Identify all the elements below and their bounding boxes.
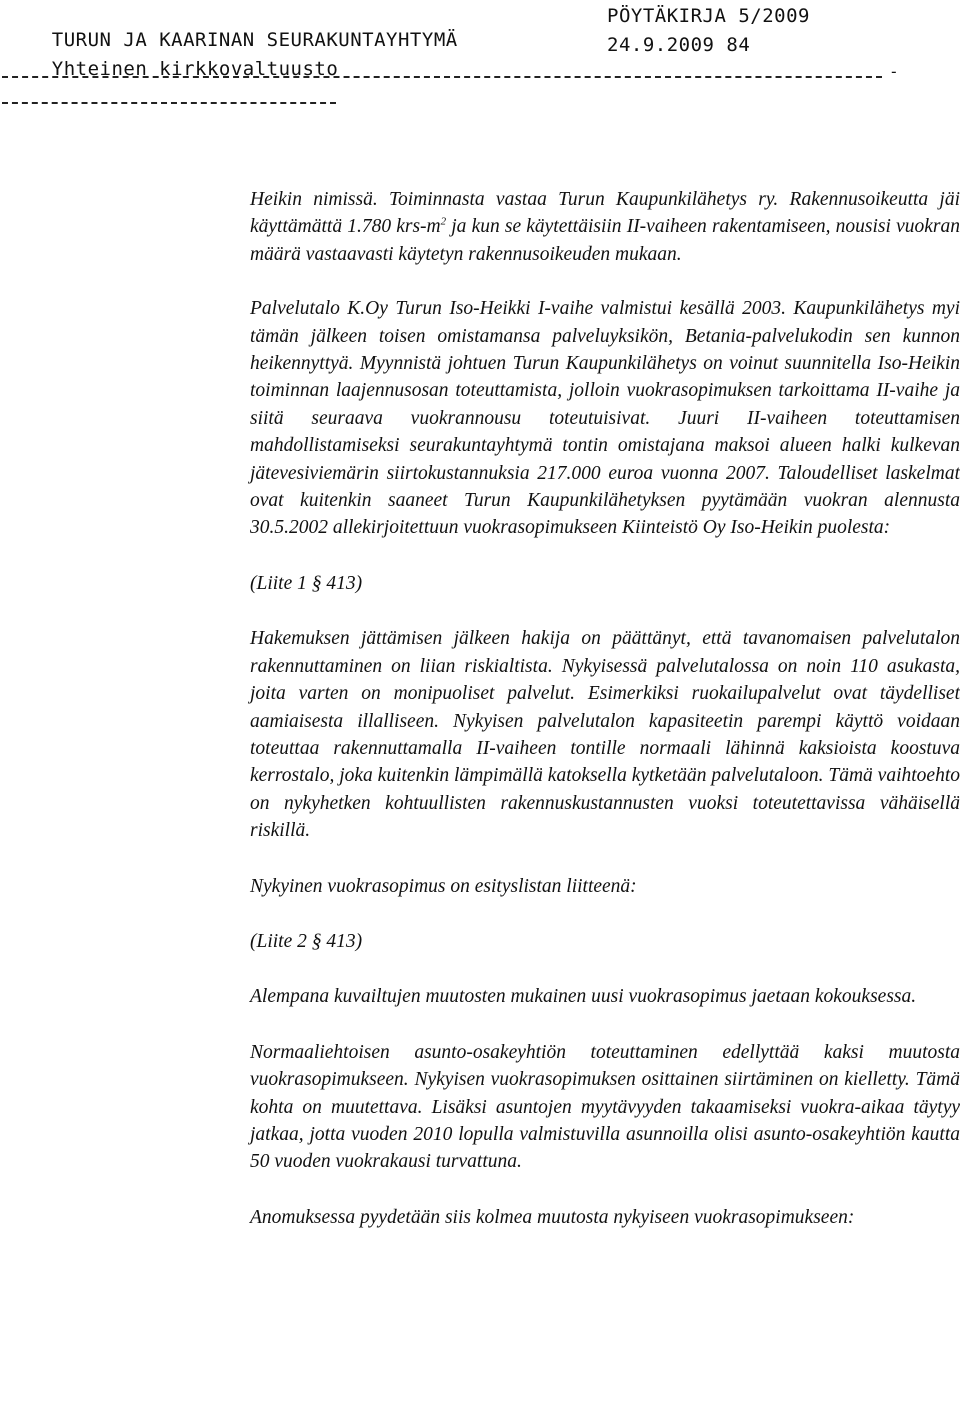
header-divider-continued <box>2 102 336 104</box>
paragraph-current-lease: Nykyinen vuokrasopimus on esityslistan liitteenä: <box>250 875 637 897</box>
paragraph-rental-background <box>250 186 960 268</box>
appendix-reference-1: (Liite 1 § 413) <box>250 572 363 594</box>
paragraph-request: Anomuksessa pyydetään siis kolmea muutosta nykyiseen vuokrasopimukseen: <box>250 1206 855 1228</box>
header-divider-end: - <box>889 62 899 81</box>
meeting-body: Yhteinen kirkkovaltuusto <box>51 58 339 80</box>
paragraph-decision: Hakemuksen jättämisen jälkeen hakija on päättänyt, että tavanomaisen palvelutalon rakennuttaminen on liian riskialtista. Nykyisessä palvelutalossa on noin 110 asukasta, joita varten on monipuoliset palvelut. Esimerkiksi ruokailupalvelut ovat täydelliset aamiaisesta illalliseen. Nykyisen palvelutalon kapasiteetin parempi käyttö voidaan toteuttaa rakennuttamalla II-vaiheen tontille normaali lähinnä kaksioista koostuva kerrostalo, joka kuitenkin lämpimällä katoksella kytketään palvelutaloon. Tämä vaihtoehto on nykyhetken kohtuullisten rakennuskustannusten vuoksi toteutettavissa vähäisellä riskillä. <box>250 628 960 842</box>
paragraph-new-lease: Alempana kuvailtujen muutosten mukainen uusi vuokrasopimus jaetaan kokouksessa. <box>250 986 917 1008</box>
superscript: 2 <box>440 215 447 228</box>
organization-name: TURUN JA KAARINAN SEURAKUNTAYHTYMÄ <box>51 29 458 51</box>
header-divider <box>2 76 882 78</box>
paragraph-text: ja kun se käytettäisiin II-vaiheen rakentamiseen, nousisi vuokran määrä vastaavasti käytetyn rakennusoikeuden mukaan. <box>250 216 960 265</box>
header-row-2 <box>4 33 904 105</box>
paragraph-text: Heikin nimissä. Toiminnasta vastaa Turun Kaupunkilähetys ry. Rakennusoikeutta jäi käyttämättä 1.780 krs-m <box>250 189 960 238</box>
paragraph-changes: Normaaliehtoisen asunto-osakeyhtiön toteuttaminen edellyttää kaksi muutosta vuokrasopimukseen. Nykyisen vuokrasopimuksen osittainen siirtäminen on kielletty. Tämä kohta on muutettava. Lisäksi asuntojen myytävyyden takaamiseksi vuokra-aikaa täytyy jatkaa, jotta vuoden 2010 lopulla valmistuvilla asunnoilla olisi asunto-osakeyhtiön kautta 50 vuoden vuokrakausi turvattuna. <box>250 1041 960 1173</box>
date-and-page: 24.9.2009 84 <box>607 34 751 56</box>
document-type: PÖYTÄKIRJA 5/2009 <box>607 5 810 27</box>
paragraph-history: Palvelutalo K.Oy Turun Iso-Heikki I-vaihe valmistui kesällä 2003. Kaupunkilähetys myi tämän jälkeen toisen omistamansa palveluyksikön, Betania-palvelukodin sen kunnon heikennyttyä. Myynnistä johtuen Turun Kaupunkilähetys on voinut suunnitella Iso-Heikin toiminnan laajennusosan toteuttamista, jolloin vuokrasopimuksen tarkoittama II-vaihe ja siitä seuraava vuokrannousu toteutuisivat. Juuri II-vaiheen toteuttamisen mahdollistamiseksi seurakuntayhtymä tontin omistajana maksoi alueen halki kulkevan jätevesiviemärin siirtokustannuksia 217.000 euroa vuonna 2007. Taloudelliset laskelmat ovat kuitenkin saaneet Turun Kaupunkilähetyksen pyytämään vuokran alennusta 30.5.2002 allekirjoitettuun vuokrasopimukseen Kiinteistö Oy Iso-Heikin puolesta: <box>250 298 960 539</box>
appendix-reference-2: (Liite 2 § 413) <box>250 930 363 952</box>
document-body <box>250 186 960 1231</box>
